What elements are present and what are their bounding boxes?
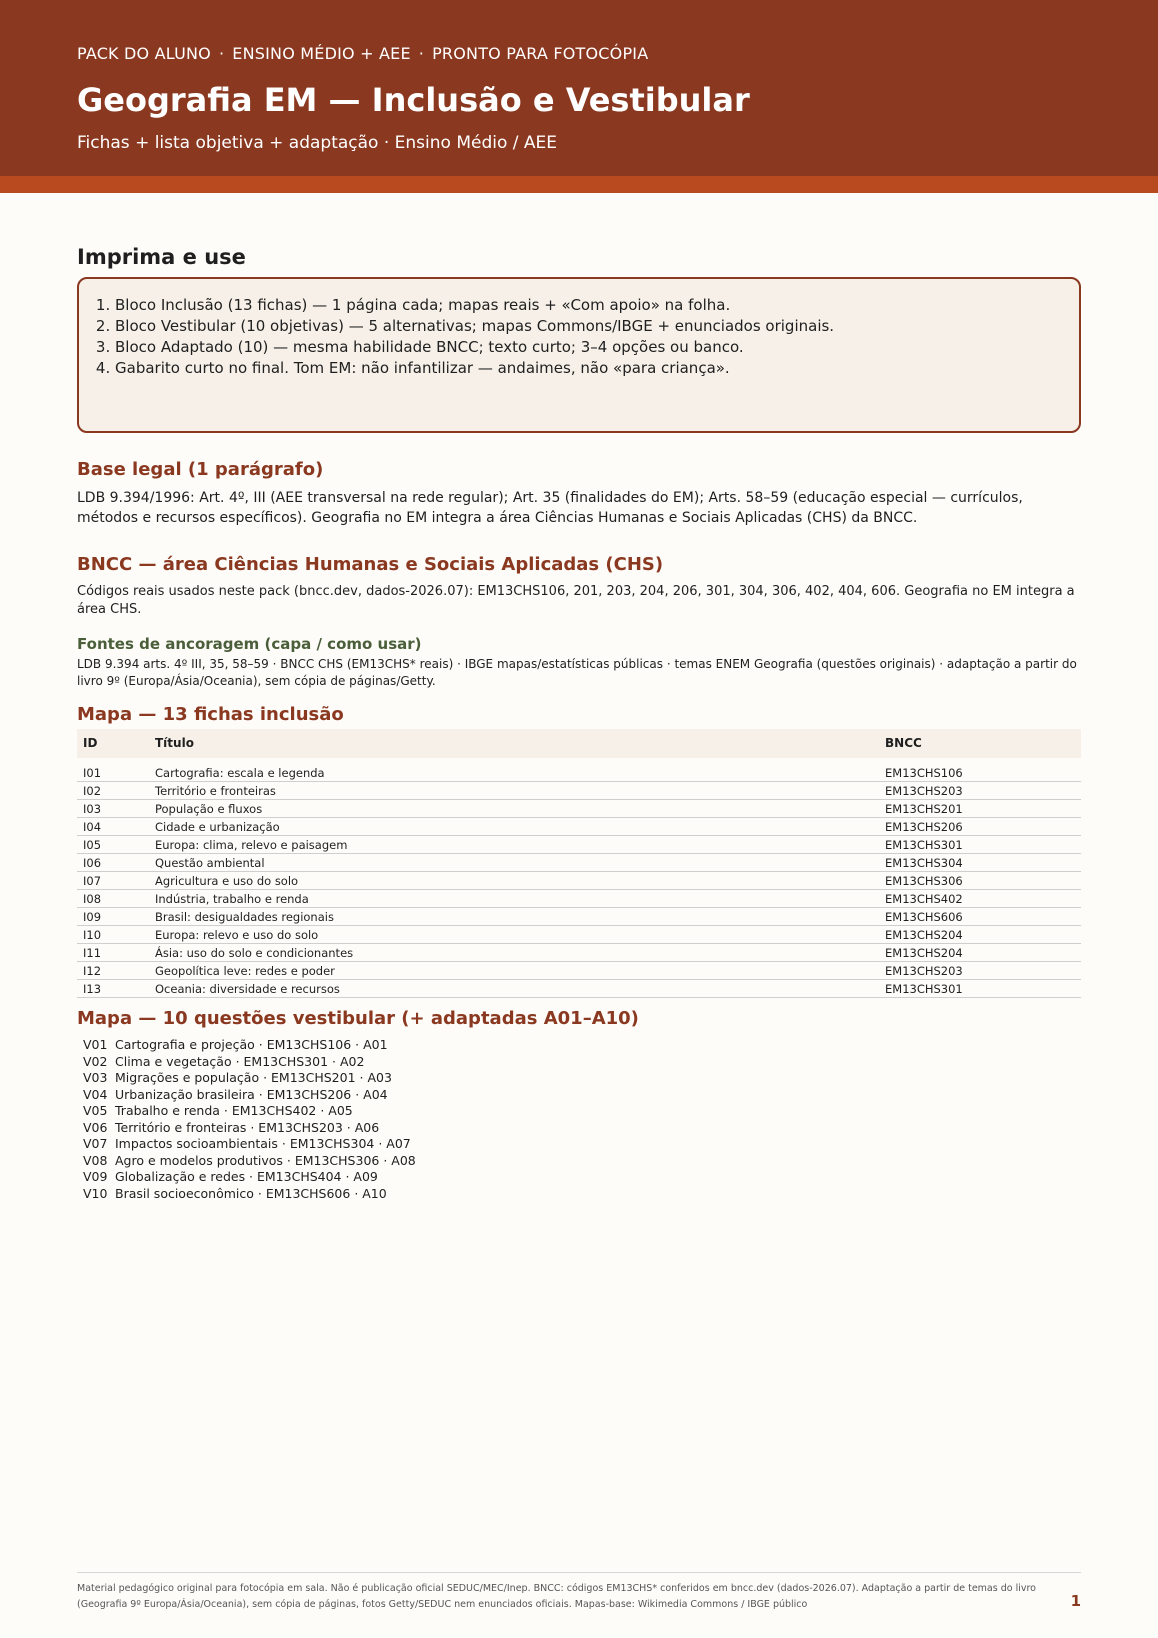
- bncc-text: Códigos reais usados neste pack (bncc.dev, dados-2026.07): EM13CHS106, 201, 203, 204, 206, 301, 304, 306, 402, 404, 606. Geografia no EM integra a área CHS.: [77, 584, 1075, 617]
- cell-id: I10: [77, 926, 149, 944]
- cell-bncc: EM13CHS306: [879, 872, 1081, 890]
- cell-title: Agricultura e uso do solo: [149, 872, 879, 890]
- cell-id: I05: [77, 836, 149, 854]
- vestibular-map-title: Mapa — 10 questões vestibular (+ adaptadas A01–A10): [77, 1008, 639, 1029]
- cell-title: Brasil: desigualdades regionais: [149, 908, 879, 926]
- column-header-title: Título: [149, 729, 879, 758]
- list-item: 2. Bloco Vestibular (10 objetivas) — 5 alternativas; mapas Commons/IBGE + enunciados originais.: [115, 316, 1065, 337]
- cell-bncc: EM13CHS304: [879, 854, 1081, 872]
- inclusion-map-rows: [77, 758, 1081, 998]
- question-code: V07: [83, 1136, 108, 1151]
- kicker-item: ENSINO MÉDIO + AEE: [232, 44, 411, 63]
- list-item: [83, 1070, 1081, 1087]
- question-text: Urbanização brasileira · EM13CHS206 · A04: [115, 1086, 388, 1102]
- page-header: [0, 0, 1158, 176]
- cell-bncc: EM13CHS402: [879, 890, 1081, 908]
- kicker-separator: ·: [218, 44, 225, 63]
- cell-title: Oceania: diversidade e recursos: [149, 980, 879, 998]
- list-item: [83, 1153, 1081, 1170]
- table-row: [77, 908, 1081, 926]
- inclusion-map-table: [77, 729, 1081, 998]
- cell-title: Cidade e urbanização: [149, 818, 879, 836]
- cell-title: Europa: clima, relevo e paisagem: [149, 836, 879, 854]
- table-row: [77, 764, 1081, 782]
- cell-id: I13: [77, 980, 149, 998]
- table-row: [77, 890, 1081, 908]
- question-code: V10: [83, 1185, 108, 1201]
- cell-title: Cartografia: escala e legenda: [149, 764, 879, 782]
- cell-title: População e fluxos: [149, 800, 879, 818]
- table-row: [77, 818, 1081, 836]
- table-row: [77, 980, 1081, 998]
- cell-bncc: EM13CHS606: [879, 908, 1081, 926]
- question-text: Globalização e redes · EM13CHS404 · A09: [115, 1169, 378, 1184]
- cell-id: I11: [77, 944, 149, 962]
- list-item: [83, 1037, 1081, 1054]
- question-code: V09: [83, 1169, 108, 1184]
- footer-disclaimer: Material pedagógico original para fotocópia em sala. Não é publicação oficial SEDUC/MEC/Inep. BNCC: códigos EM13CHS* conferidos em bncc.dev (dados-2026.07). Adaptação a partir de temas do livro (Geografia 9º Europa/Ásia/Oceania), sem cópia de páginas, fotos Getty/SEDUC nem enunciados oficiais. Mapas-base: Wikimedia Commons / IBGE público: [77, 1583, 1036, 1610]
- cell-bncc: EM13CHS206: [879, 818, 1081, 836]
- question-text: Clima e vegetação · EM13CHS301 · A02: [115, 1053, 365, 1069]
- legal-text: LDB 9.394/1996: Art. 4º, III (AEE transversal na rede regular); Art. 35 (finalidades do EM); Arts. 58–59 (educação especial — currículos, métodos e recursos específicos). Geografia no EM integra a área Ciências Humanas e Sociais Aplicadas (CHS) da BNCC.: [77, 490, 1023, 526]
- question-text: Território e fronteiras · EM13CHS203 · A06: [115, 1119, 380, 1135]
- cell-bncc: EM13CHS203: [879, 962, 1081, 980]
- cell-id: I06: [77, 854, 149, 872]
- question-text: Agro e modelos produtivos · EM13CHS306 · A08: [115, 1152, 416, 1168]
- table-row: [77, 944, 1081, 962]
- table-row: [77, 962, 1081, 980]
- cell-title: Indústria, trabalho e renda: [149, 890, 879, 908]
- cell-bncc: EM13CHS203: [879, 782, 1081, 800]
- cell-id: I08: [77, 890, 149, 908]
- table-row: [77, 926, 1081, 944]
- page-number: 1: [1070, 1592, 1081, 1610]
- question-code: V08: [83, 1152, 108, 1168]
- cell-title: Questão ambiental: [149, 854, 879, 872]
- cell-title: Território e fronteiras: [149, 782, 879, 800]
- cell-id: I04: [77, 818, 149, 836]
- cell-id: I01: [77, 764, 149, 782]
- cell-title: Ásia: uso do solo e condicionantes: [149, 944, 879, 962]
- cell-id: I12: [77, 962, 149, 980]
- print-section-title: Imprima e use: [77, 245, 246, 269]
- question-code: V05: [83, 1103, 108, 1118]
- cell-bncc: EM13CHS204: [879, 926, 1081, 944]
- vestibular-map-list: [83, 1037, 1081, 1202]
- column-header-bncc: BNCC: [879, 729, 1081, 758]
- question-text: Trabalho e renda · EM13CHS402 · A05: [115, 1103, 353, 1118]
- sources-text: LDB 9.394 arts. 4º III, 35, 58–59 · BNCC CHS (EM13CHS* reais) · IBGE mapas/estatísticas públicas · temas ENEM Geografia (questões originais) · adaptação a partir do livro 9º (Europa/Ásia/Oceania), sem cópia de páginas/Getty.: [77, 657, 1077, 688]
- bncc-section-title: BNCC — área Ciências Humanas e Sociais Aplicadas (CHS): [77, 554, 664, 575]
- question-code: V04: [83, 1086, 108, 1102]
- page-title: Geografia EM — Inclusão e Vestibular: [77, 81, 750, 119]
- kicker-item: PRONTO PARA FOTOCÓPIA: [432, 44, 649, 63]
- table-row: [77, 872, 1081, 890]
- sources-section-title: Fontes de ancoragem (capa / como usar): [77, 635, 422, 653]
- table-row: [77, 800, 1081, 818]
- question-code: V03: [83, 1070, 108, 1085]
- legal-section-title: Base legal (1 parágrafo): [77, 459, 324, 480]
- header-kicker: [77, 44, 1081, 63]
- list-item: 1. Bloco Inclusão (13 fichas) — 1 página cada; mapas reais + «Com apoio» na folha.: [115, 295, 1065, 316]
- list-item: [83, 1169, 1081, 1186]
- list-item: 3. Bloco Adaptado (10) — mesma habilidade BNCC; texto curto; 3–4 opções ou banco.: [115, 337, 1065, 358]
- cell-title: Geopolítica leve: redes e poder: [149, 962, 879, 980]
- cell-id: I07: [77, 872, 149, 890]
- header-accent-bar: [0, 176, 1158, 193]
- column-header-id: ID: [77, 729, 149, 758]
- question-code: V02: [83, 1053, 108, 1069]
- list-item: [83, 1054, 1081, 1071]
- table-row: [77, 836, 1081, 854]
- cell-id: I03: [77, 800, 149, 818]
- cell-id: I09: [77, 908, 149, 926]
- question-text: Brasil socioeconômico · EM13CHS606 · A10: [115, 1185, 387, 1201]
- question-code: V01: [83, 1037, 108, 1052]
- question-text: Migrações e população · EM13CHS201 · A03: [115, 1070, 392, 1085]
- print-instructions-box: [77, 277, 1081, 433]
- kicker-item: PACK DO ALUNO: [77, 44, 211, 63]
- cell-bncc: EM13CHS301: [879, 836, 1081, 854]
- page-footer: [77, 1572, 1081, 1613]
- question-text: Cartografia e projeção · EM13CHS106 · A01: [115, 1037, 388, 1052]
- cell-bncc: EM13CHS204: [879, 944, 1081, 962]
- table-row: [77, 782, 1081, 800]
- question-text: Impactos socioambientais · EM13CHS304 · A07: [115, 1136, 411, 1151]
- list-item: [83, 1120, 1081, 1137]
- kicker-separator: ·: [418, 44, 425, 63]
- inclusion-map-title: Mapa — 13 fichas inclusão: [77, 704, 344, 725]
- list-item: [83, 1186, 1081, 1203]
- table-row: [77, 854, 1081, 872]
- cell-bncc: EM13CHS106: [879, 764, 1081, 782]
- page-subtitle: Fichas + lista objetiva + adaptação · Ensino Médio / AEE: [77, 133, 558, 153]
- cell-bncc: EM13CHS301: [879, 980, 1081, 998]
- print-instructions-list: [93, 295, 1065, 379]
- question-code: V06: [83, 1119, 108, 1135]
- list-item: 4. Gabarito curto no final. Tom EM: não infantilizar — andaimes, não «para criança».: [115, 358, 1065, 379]
- list-item: [83, 1103, 1081, 1120]
- page-content: [0, 245, 1158, 1202]
- list-item: [83, 1087, 1081, 1104]
- list-item: [83, 1136, 1081, 1153]
- table-header-row: [77, 729, 1081, 758]
- cell-bncc: EM13CHS201: [879, 800, 1081, 818]
- cell-title: Europa: relevo e uso do solo: [149, 926, 879, 944]
- cell-id: I02: [77, 782, 149, 800]
